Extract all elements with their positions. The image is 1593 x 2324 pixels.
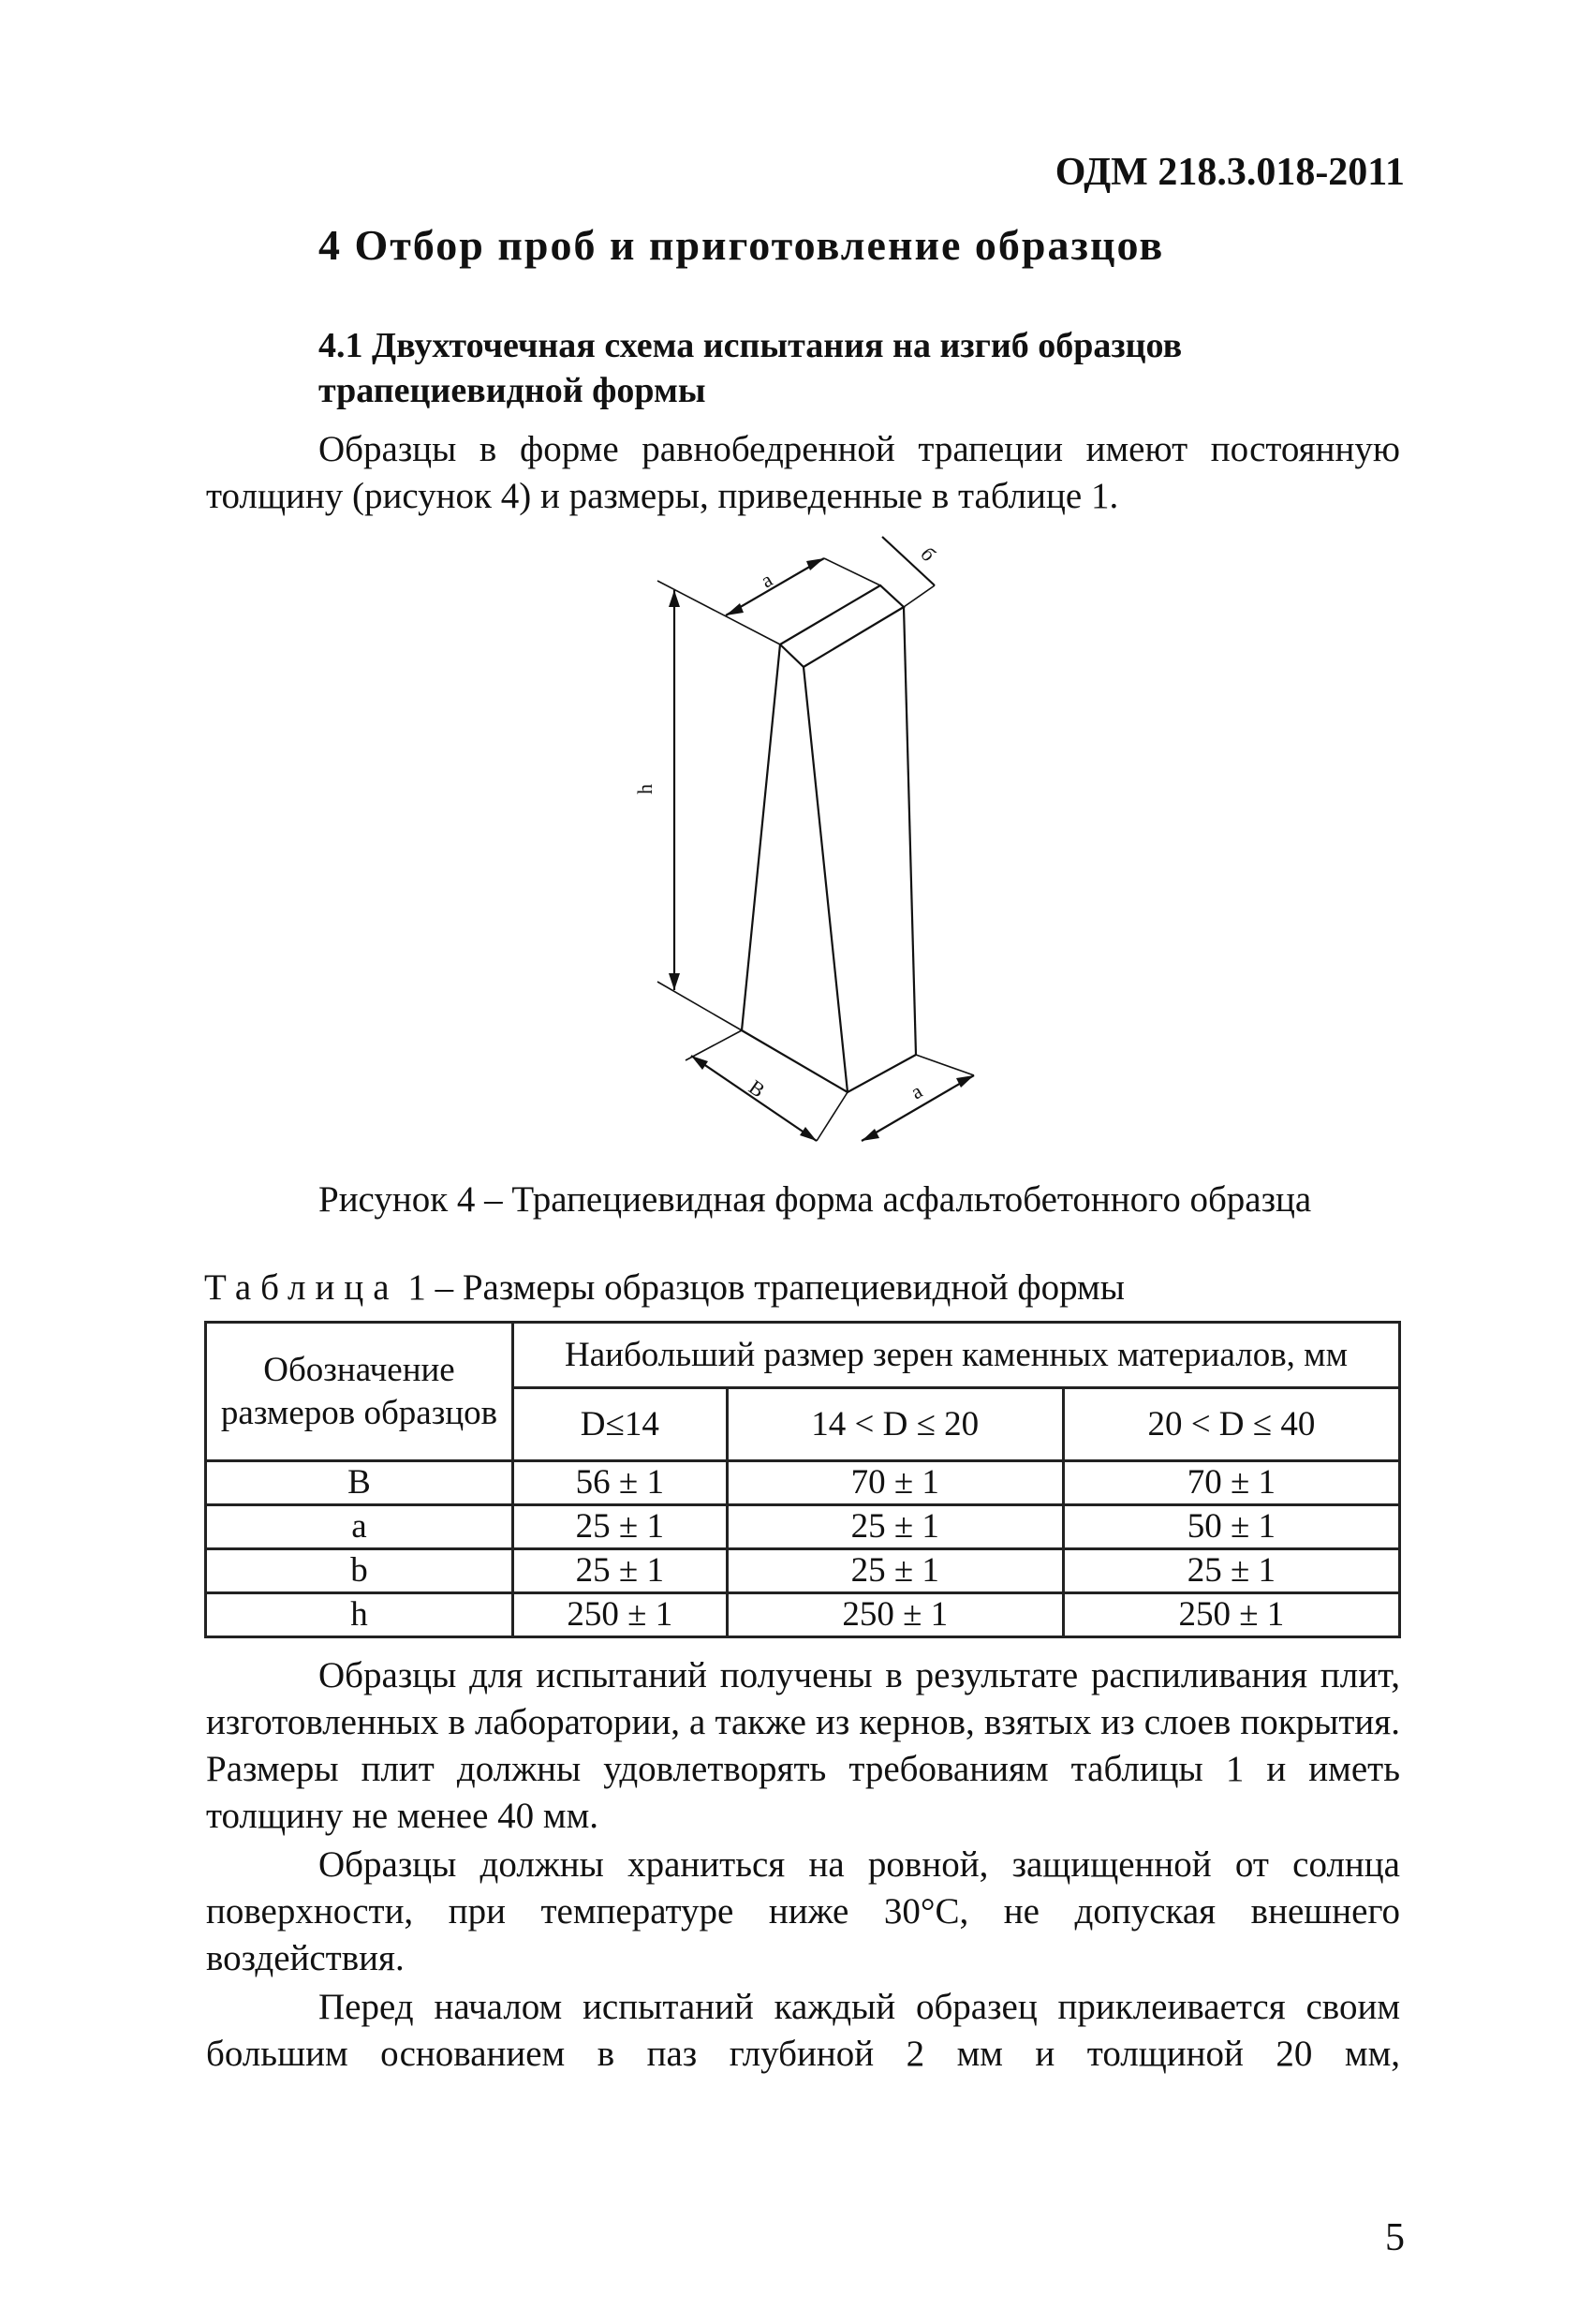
para2-line-2: поверхности, при температуре ниже 30°С, не допуская внешнего xyxy=(206,1891,1400,1932)
para3-line-1: Перед началом испытаний каждый образец приклеивается своим xyxy=(318,1987,1400,2027)
table-caption-word: Таблица xyxy=(204,1267,399,1308)
cell: 25 ± 1 xyxy=(513,1505,728,1549)
sub-header-1: D≤14 xyxy=(513,1388,728,1461)
figure-caption: Рисунок 4 – Трапециевидная форма асфальтобетонного образца xyxy=(318,1179,1312,1220)
para1-line-3: Размеры плит должны удовлетворять требованиям таблицы 1 и иметь xyxy=(206,1749,1400,1789)
specimen-center-edge xyxy=(804,667,848,1092)
cell: 25 ± 1 xyxy=(1063,1549,1399,1593)
para1-line-2: изготовленных в лаборатории, а также из кернов, взятых из слоев покрытия. xyxy=(206,1702,1400,1742)
para1-line-4: толщину не менее 40 мм. xyxy=(206,1796,599,1836)
label-a-bottom: a xyxy=(907,1078,926,1104)
cell: 25 ± 1 xyxy=(727,1549,1063,1593)
para1-line-1: Образцы для испытаний получены в результате распиливания плит, xyxy=(318,1655,1400,1695)
table-row xyxy=(206,1549,1400,1593)
cell: 70 ± 1 xyxy=(727,1461,1063,1505)
subsection-title xyxy=(318,323,1395,413)
document-code: ОДМ 218.3.018-2011 xyxy=(1055,151,1405,194)
label-b-top: б xyxy=(916,542,941,566)
row-name: a xyxy=(206,1505,513,1549)
row-name: h xyxy=(206,1593,513,1637)
label-h: h xyxy=(633,784,656,794)
subsection-title-line2: трапециевидной формы xyxy=(318,371,706,410)
specimen-left-edge xyxy=(742,644,780,1030)
label-a-top: a xyxy=(757,567,776,593)
cell: 250 ± 1 xyxy=(1063,1593,1399,1637)
cell: 50 ± 1 xyxy=(1063,1505,1399,1549)
specimen-right-edge xyxy=(904,607,916,1055)
cell: 250 ± 1 xyxy=(513,1593,728,1637)
page-number: 5 xyxy=(1385,2216,1405,2259)
row-name: b xyxy=(206,1549,513,1593)
label-B-bottom: B xyxy=(745,1074,770,1103)
para3-line-2: большим основанием в паз глубиной 2 мм и толщиной 20 мм, xyxy=(206,2034,1400,2074)
col-header-designation: Обозначение размеров образцов xyxy=(206,1323,513,1461)
trapezoid-specimen-figure xyxy=(618,534,1030,1152)
intro-line-1: Образцы в форме равнобедренной трапеции имеют постоянную xyxy=(318,429,1400,469)
sizes-table xyxy=(204,1321,1401,1638)
paragraph-storage xyxy=(206,1842,1400,1982)
group-header-grain-size: Наибольший размер зерен каменных материалов, мм xyxy=(513,1323,1400,1388)
table-row xyxy=(206,1505,1400,1549)
table-caption xyxy=(204,1266,1328,1309)
table-row xyxy=(206,1461,1400,1505)
para2-line-1: Образцы должны храниться на ровной, защищенной от солнца xyxy=(318,1844,1400,1885)
cell: 25 ± 1 xyxy=(513,1549,728,1593)
specimen-top-face xyxy=(780,585,904,667)
row-name: B xyxy=(206,1461,513,1505)
para2-line-3: воздействия. xyxy=(206,1938,405,1978)
intro-line-2: толщину (рисунок 4) и размеры, приведенные в таблице 1. xyxy=(206,476,1119,516)
subsection-title-line1: 4.1 Двухточечная схема испытания на изгиб образцов xyxy=(318,326,1183,365)
cell: 250 ± 1 xyxy=(727,1593,1063,1637)
intro-paragraph xyxy=(206,426,1400,520)
table-caption-text: 1 – Размеры образцов трапециевидной формы xyxy=(398,1267,1125,1308)
cell: 25 ± 1 xyxy=(727,1505,1063,1549)
cell: 70 ± 1 xyxy=(1063,1461,1399,1505)
sub-header-3: 20 < D ≤ 40 xyxy=(1063,1388,1399,1461)
table-row xyxy=(206,1593,1400,1637)
sub-header-2: 14 < D ≤ 20 xyxy=(727,1388,1063,1461)
cell: 56 ± 1 xyxy=(513,1461,728,1505)
paragraph-samples-origin xyxy=(206,1652,1400,1840)
paragraph-gluing xyxy=(206,1984,1400,2078)
section-title: 4 Отбор проб и приготовление образцов xyxy=(318,221,1165,269)
